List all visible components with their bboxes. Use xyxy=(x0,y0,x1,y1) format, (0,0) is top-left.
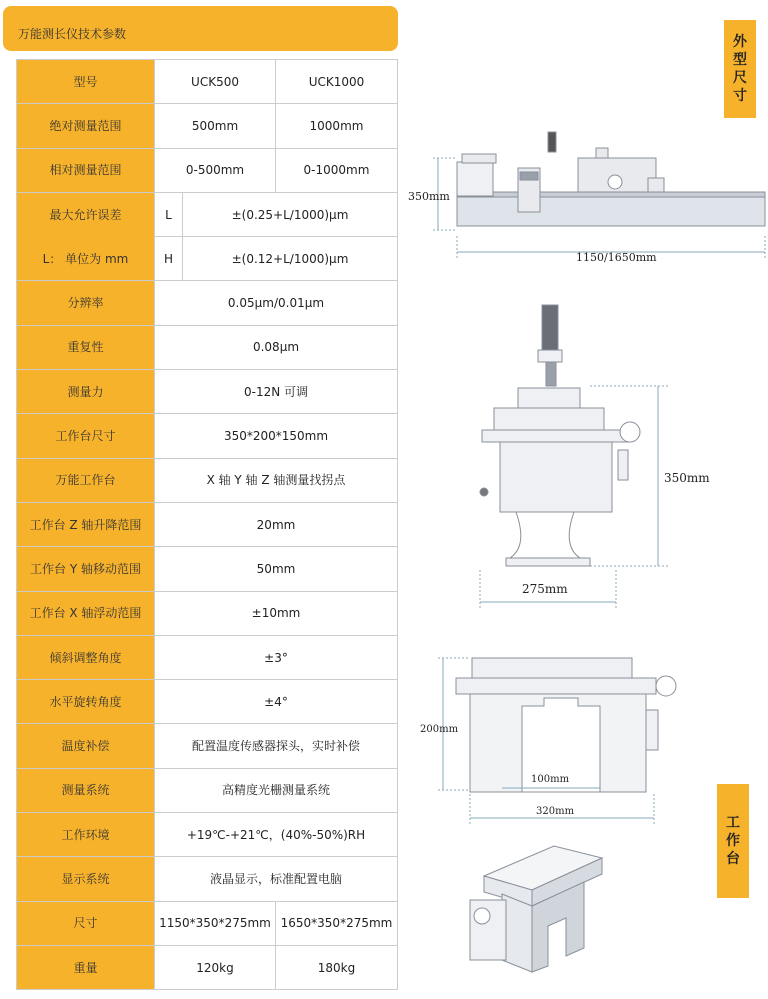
table-row xyxy=(17,414,398,458)
row-label: 万能工作台 xyxy=(17,458,155,502)
tag-char: 尺 xyxy=(733,70,747,86)
appearance-size-tag xyxy=(724,20,756,118)
tag-char: 作 xyxy=(726,833,740,849)
table-row xyxy=(17,768,398,812)
row-label: 绝对测量范围 xyxy=(17,104,155,148)
cell-value: ±(0.12+L/1000)μm xyxy=(183,237,398,281)
table-row xyxy=(17,60,398,104)
dim-front-width: 275mm xyxy=(522,582,568,596)
tag-char: 台 xyxy=(726,851,740,867)
worktable-drawing xyxy=(418,650,708,830)
table-row xyxy=(17,502,398,546)
table-row xyxy=(17,547,398,591)
tag-char: 工 xyxy=(726,815,740,831)
cell-value: ±4° xyxy=(155,680,398,724)
row-label: 水平旋转角度 xyxy=(17,680,155,724)
dim-table-height: 200mm xyxy=(420,724,459,735)
cell-sublabel: H xyxy=(155,237,183,281)
cell-value: 20mm xyxy=(155,502,398,546)
cell-value: 500mm xyxy=(155,104,276,148)
side-view-drawing xyxy=(400,118,768,268)
worktable-tag xyxy=(717,784,749,898)
table-row xyxy=(17,680,398,724)
row-label: 工作台 Z 轴升降范围 xyxy=(17,502,155,546)
row-label: 尺寸 xyxy=(17,901,155,945)
row-label: 工作环境 xyxy=(17,813,155,857)
table-row xyxy=(17,857,398,901)
row-label: 重复性 xyxy=(17,325,155,369)
row-label: 测量系统 xyxy=(17,768,155,812)
cell-value: +19℃-+21℃，(40%-50%)RH xyxy=(155,813,398,857)
row-label: 工作台 Y 轴移动范围 xyxy=(17,547,155,591)
table-row xyxy=(17,104,398,148)
cell-value: 50mm xyxy=(155,547,398,591)
cell-value: 高精度光栅测量系统 xyxy=(155,768,398,812)
cell-sublabel: L xyxy=(155,192,183,236)
row-label: 测量力 xyxy=(17,370,155,414)
cell-value: UCK1000 xyxy=(276,60,398,104)
cell-value: 0-1000mm xyxy=(276,148,398,192)
cell-value: 1000mm xyxy=(276,104,398,148)
cell-value: ±3° xyxy=(155,635,398,679)
table-row xyxy=(17,724,398,768)
cell-value: 0-500mm xyxy=(155,148,276,192)
row-label: 工作台尺寸 xyxy=(17,414,155,458)
dim-front-height: 350mm xyxy=(664,471,710,485)
row-label: 分辨率 xyxy=(17,281,155,325)
cell-value: 120kg xyxy=(155,945,276,989)
table-row xyxy=(17,901,398,945)
row-label: 最大允许误差 xyxy=(17,192,155,236)
cell-value: 0-12N 可调 xyxy=(155,370,398,414)
table-row xyxy=(17,458,398,502)
cell-value: 0.05μm/0.01μm xyxy=(155,281,398,325)
cell-value: UCK500 xyxy=(155,60,276,104)
table-row xyxy=(17,945,398,989)
row-label: L： 单位为 mm xyxy=(17,237,155,281)
cell-value: X 轴 Y 轴 Z 轴测量找拐点 xyxy=(155,458,398,502)
dim-table-inner: 100mm xyxy=(531,774,570,785)
table-row xyxy=(17,148,398,192)
header-bar xyxy=(3,6,398,51)
cell-value: 0.08μm xyxy=(155,325,398,369)
page-title: 万能测长仪技术参数 xyxy=(18,27,127,41)
tag-char: 寸 xyxy=(733,88,747,104)
row-label: 重量 xyxy=(17,945,155,989)
cell-value: 配置温度传感器探头，实时补偿 xyxy=(155,724,398,768)
tag-char: 型 xyxy=(733,52,747,68)
worktable-iso-drawing xyxy=(462,836,622,986)
front-view-drawing xyxy=(470,300,720,615)
cell-value: 液晶显示，标准配置电脑 xyxy=(155,857,398,901)
table-row xyxy=(17,813,398,857)
dim-table-width: 320mm xyxy=(536,806,575,817)
row-label: 工作台 X 轴浮动范围 xyxy=(17,591,155,635)
cell-value: 1150*350*275mm xyxy=(155,901,276,945)
table-row xyxy=(17,370,398,414)
table-row xyxy=(17,591,398,635)
row-label: 倾斜调整角度 xyxy=(17,635,155,679)
dim-side-length: 1150/1650mm xyxy=(576,251,657,264)
dim-side-height: 350mm xyxy=(408,190,450,203)
table-row xyxy=(17,192,398,236)
cell-value: 1650*350*275mm xyxy=(276,901,398,945)
cell-value: ±10mm xyxy=(155,591,398,635)
table-row xyxy=(17,281,398,325)
cell-value: ±(0.25+L/1000)μm xyxy=(183,192,398,236)
cell-value: 350*200*150mm xyxy=(155,414,398,458)
row-label: 相对测量范围 xyxy=(17,148,155,192)
table-row xyxy=(17,237,398,281)
table-row xyxy=(17,635,398,679)
row-label: 显示系统 xyxy=(17,857,155,901)
cell-value: 180kg xyxy=(276,945,398,989)
table-row xyxy=(17,325,398,369)
row-label: 温度补偿 xyxy=(17,724,155,768)
spec-table xyxy=(16,59,398,990)
tag-char: 外 xyxy=(733,34,747,50)
row-label: 型号 xyxy=(17,60,155,104)
